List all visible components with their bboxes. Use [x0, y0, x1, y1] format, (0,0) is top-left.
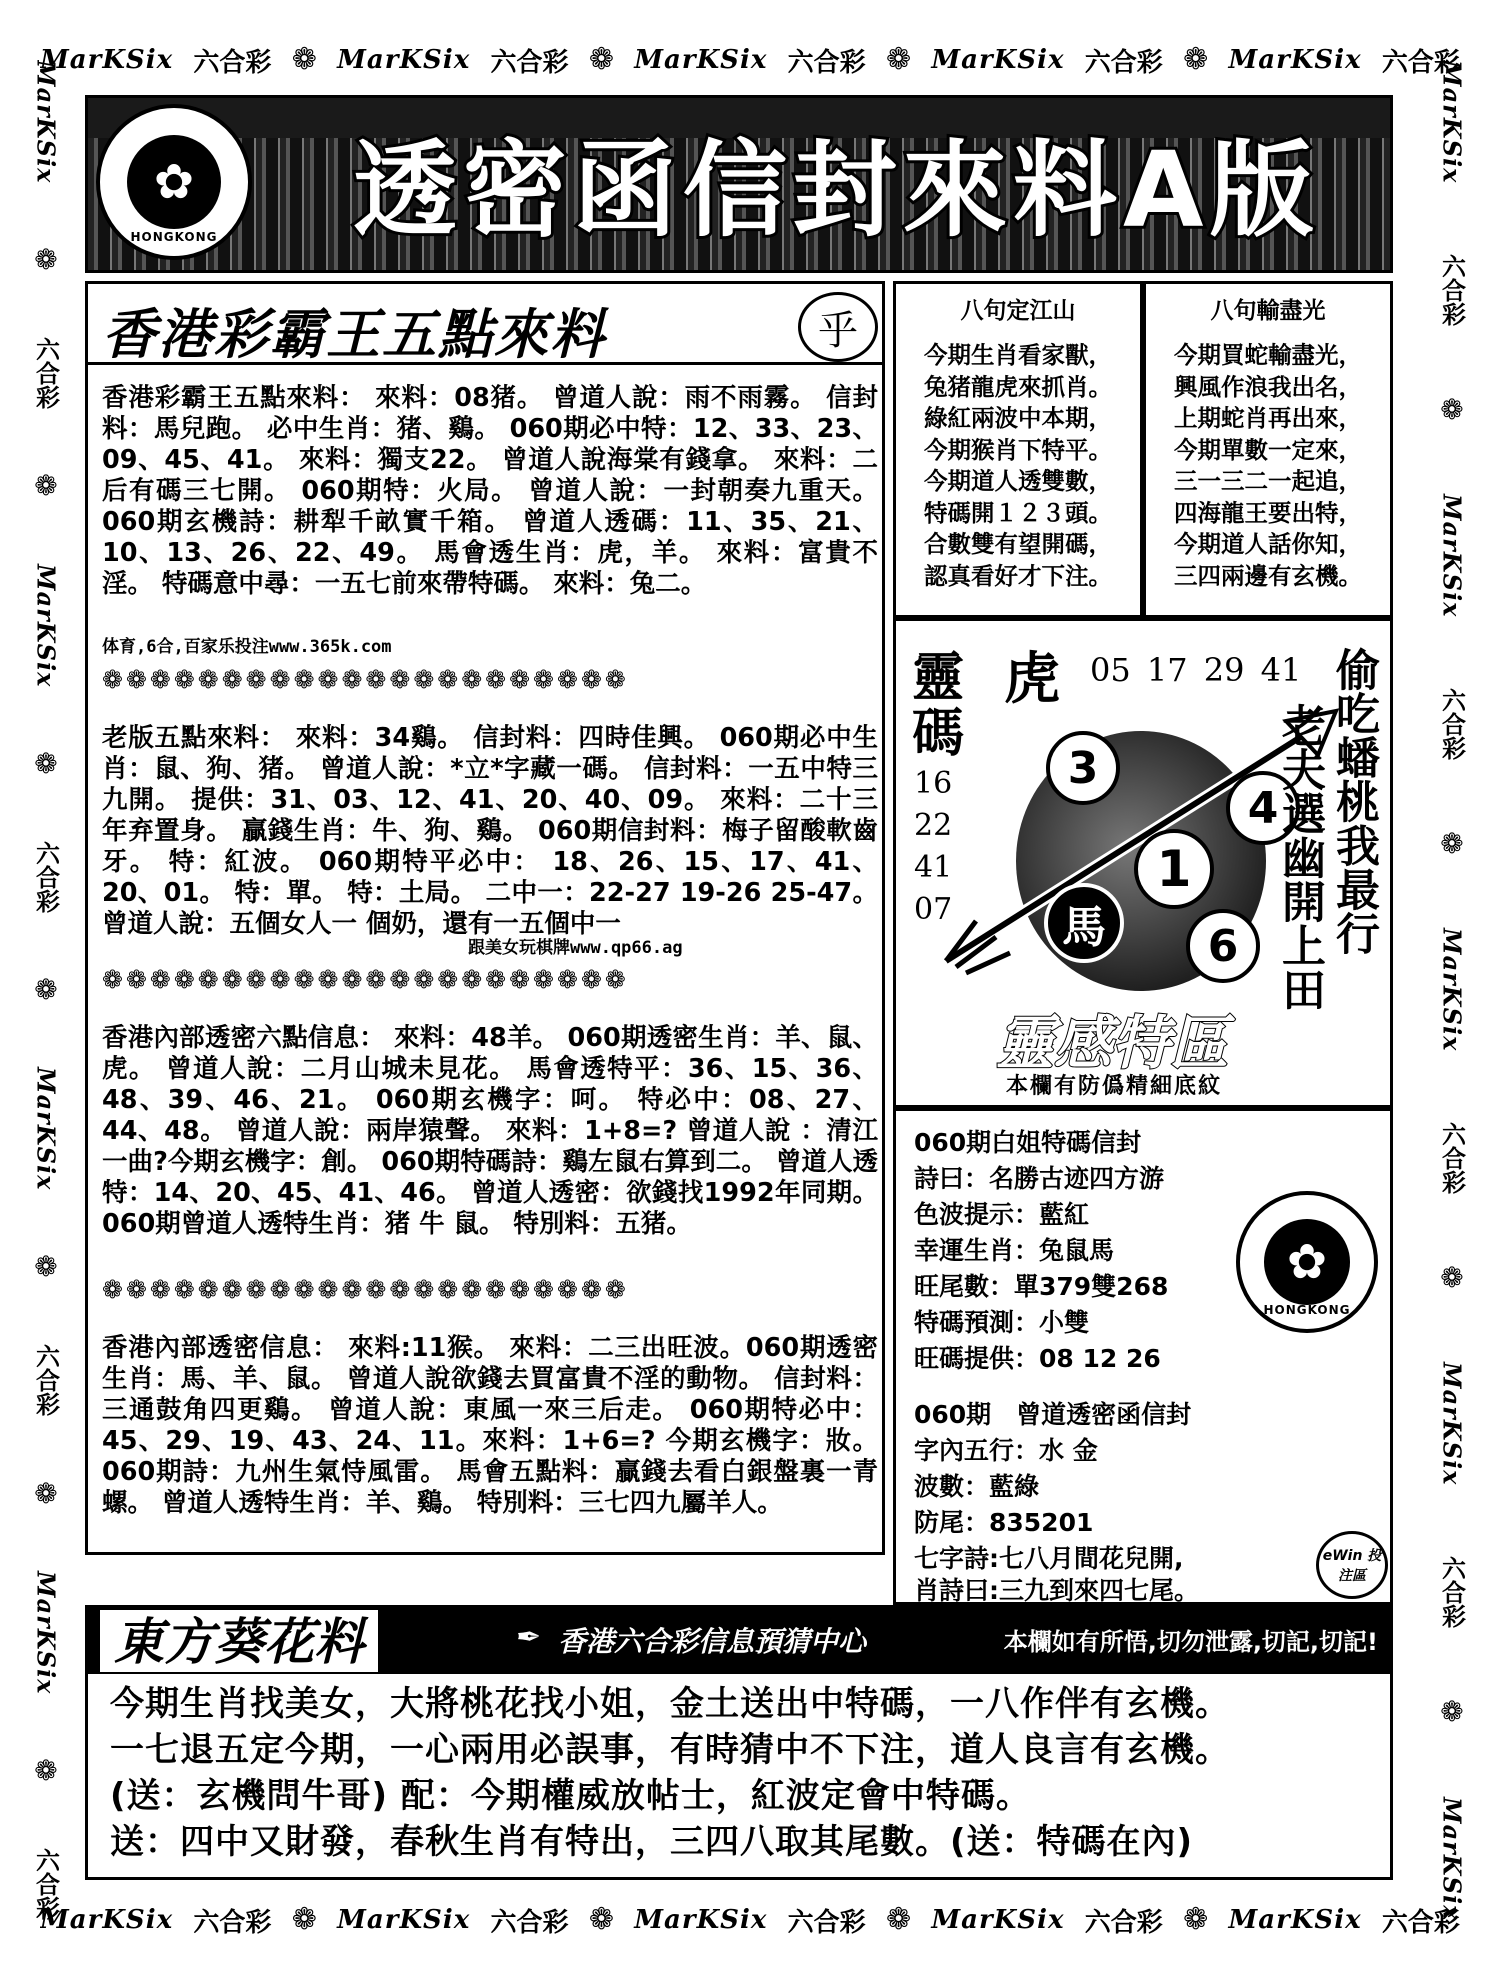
top-border: [40, 30, 1460, 90]
ws-title: 060期白姐特碼信封: [914, 1128, 1142, 1157]
brand-text: MarKSix: [40, 45, 174, 75]
area-title: 靈感特區: [996, 1009, 1229, 1077]
poem-line: 今期買蛇輸盡光，: [1174, 341, 1362, 369]
article-2: 老版五點來料： 來料：34鷄。 信封料：四時佳興。 060期必中生肖：鼠、狗、猪。 曾道人說：*立*字藏一碼。 信封料：一五中特三九開。 提供：31、03、12、41、20、40、09。 來料：二十三年弃置身。 贏錢生肖：牛、狗、鷄。 060期信封料：梅子留酸軟齒牙。 特：紅波。 060期特平必中： 18、26、15、17、41、20、01。 特：單。 特：土局。 二中一：22-27 19-26 25-47。 曾道人說：五個女人一 個奶，還有一五個中一: [102, 723, 878, 939]
brand-text: MarKSix: [931, 45, 1065, 75]
brand-cn-text: 六合彩: [1381, 47, 1460, 78]
flower-icon: ❁: [1183, 1902, 1209, 1937]
brand-cn-text: 六合彩: [1084, 47, 1163, 78]
bauhinia-icon: ✿: [1264, 1219, 1350, 1305]
poem-left-title: 八句定江山: [960, 298, 1076, 324]
poem-line: 上期蛇肖再出來，: [1174, 404, 1362, 432]
bottom-border: [40, 1890, 1460, 1950]
brand-text: MarKSix: [1437, 1362, 1467, 1486]
brand-cn-text: 六合彩: [490, 47, 569, 78]
poem-left-lines: [896, 340, 1140, 592]
poem-line: 今期單數一定來，: [1174, 435, 1362, 464]
poem-line: 三四兩邊有玄機。: [1174, 561, 1362, 590]
flower-icon: ❁: [885, 42, 912, 77]
white-sister-box: [893, 1108, 1393, 1605]
brand-cn-text: 六合彩: [31, 1848, 60, 1920]
ball-4: 4: [1226, 771, 1300, 845]
flower-icon: ❁: [34, 973, 58, 1006]
vertical-poem-1: 偷吃蟠桃我最行: [1328, 647, 1379, 955]
poem-right-lines: [1146, 340, 1390, 592]
ad-link-1[interactable]: 体育,6合,百家乐投注www.365k.com: [102, 637, 392, 657]
brand-cn-text: 六合彩: [787, 47, 866, 78]
tiger-char: 虎: [1004, 647, 1060, 712]
pen-icon: ✒: [516, 1620, 542, 1655]
brand-text: MarKSix: [1437, 928, 1467, 1052]
ws-numbers: 旺碼提供：08 12 26: [914, 1344, 1161, 1373]
vertical-poem-2: 老夫選幽開上田: [1274, 703, 1325, 1011]
flower-icon: ❁: [291, 1902, 317, 1937]
poem-right-title: 八句輸盡光: [1210, 298, 1326, 324]
article-1: 香港彩霸王五點來料： 來料：08猪。 曾道人說：雨不雨霧。 信封料：馬兒跑。 必中生肖：猪、鷄。 060期必中特：12、33、23、09、45、41。 來料：獨支22。 曾道人說海棠有錢拿。 來料：二后有碼三七開。 060期特：火局。 曾道人說：一封朝奏九重天。 060期玄機詩：耕犁千畝實千箱。 曾道人透碼：11、35、21、10、13、26、22、49。 馬會透生肖：虎，羊。 來料：富貴不淫。 特碼意中尋：一五七前來帶特碼。 來料：兔二。: [102, 383, 878, 599]
flower-icon: ❁: [34, 469, 58, 503]
left-content: [85, 365, 885, 1555]
zeng-title: 060期 曾道透密函信封: [914, 1400, 1192, 1429]
zeng-wave: 波數：藍綠: [914, 1472, 1040, 1501]
poem-line: 興風作浪我出名，: [1174, 372, 1362, 401]
right-border: [1422, 60, 1482, 1920]
ws-tails: 旺尾數：單379雙268: [914, 1272, 1169, 1301]
brand-cn-text: 六合彩: [1437, 253, 1466, 326]
bottom-line: 一七退五定今期，一心兩用必誤事，有時猜中不下注，道人良言有玄機。: [110, 1730, 1230, 1770]
brand-cn-text: 六合彩: [1437, 1556, 1466, 1629]
flower-icon: ❁: [588, 42, 614, 77]
ball-3: 3: [1046, 731, 1120, 805]
page-title: 透密函信封來料A版: [353, 129, 1320, 251]
bottom-line: (送：玄機問牛哥) 配：今期權威放帖士，紅波定會中特碼。: [110, 1776, 1031, 1816]
flower-icon: ❁: [1440, 392, 1464, 426]
brand-text: MarKSix: [1437, 1796, 1467, 1920]
poem-line: 今期道人話你知，: [1174, 530, 1362, 558]
footnote: 本欄有防僞精細底紋: [1006, 1074, 1223, 1099]
header-banner: [85, 95, 1393, 273]
brand-text: MarKSix: [31, 60, 61, 184]
ws-lucky: 幸運生肖：兔鼠馬: [914, 1236, 1115, 1265]
ad-link-2[interactable]: 跟美女玩棋牌www.qp66.ag: [468, 938, 683, 958]
brand-cn-text: 六合彩: [193, 1907, 272, 1938]
brand-cn-text: 六合彩: [31, 840, 60, 913]
flower-icon: ❁: [1440, 827, 1464, 861]
zeng-poem7: 七字詩:七八月間花兒開,: [914, 1544, 1184, 1573]
flower-icon: ❁: [34, 746, 58, 780]
ws-color: 色波提示：藍紅: [914, 1200, 1090, 1229]
article-3: 香港內部透密六點信息： 來料：48羊。 060期透密生肖：羊、鼠、虎。 曾道人說：二月山城未見花。 馬會透特平：36、15、36、48、39、46、21。 060期玄機字：呵。 特必中：08、27、44、48。 曾道人說：兩岸猿聲。 來料：1+8=? 曾道人說 ：清江一曲?今期玄機字：創。 060期特碼詩：鷄左鼠右算到二。 曾道人透特：14、20、45、41、46。 曾道人透密：欲錢找1992年同期。 060期曾道人透特生肖：猪 牛 鼠。 特別料：五猪。: [102, 1023, 878, 1239]
brand-text: MarKSix: [40, 1905, 174, 1935]
number: 07: [914, 892, 953, 927]
ewin-logo-icon: eWin 投注區: [1316, 1531, 1388, 1599]
bottom-note: 本欄如有所悟,切勿泄露,切記,切記!: [1003, 1628, 1378, 1656]
poem-line: 三一三二一起追，: [1174, 467, 1362, 495]
brand-text: MarKSix: [337, 1905, 471, 1935]
flower-icon: ❁: [1440, 1261, 1464, 1295]
article-4: 香港內部透密信息： 來料:11猴。 來料：二三出旺波。060期透密生肖：馬、羊、鼠。 曾道人說欲錢去買富貴不淫的動物。 信封料：三通鼓角四更鷄。 曾道人說：東風一來三后走。 060期特必中：45、29、19、43、24、11。來料：1+6=? 今期玄機字：妝。 060期詩：九州生氣恃風雷。 馬會五點料：贏錢去看白銀盤裏一青螺。 曾道人透特生肖：羊、鷄。 特別料：三七四九屬羊人。: [102, 1333, 878, 1518]
number: 22: [914, 808, 953, 843]
ma-char: 碼: [912, 704, 965, 764]
brand-text: MarKSix: [337, 45, 471, 75]
flower-icon: ❁: [34, 1250, 58, 1284]
poem-line: 今期道人透雙數，: [924, 467, 1112, 495]
brand-text: MarKSix: [634, 1905, 768, 1935]
section-title-bar: [85, 281, 885, 365]
brand-cn-text: 六合彩: [193, 47, 272, 78]
brand-text: MarKSix: [931, 1905, 1065, 1935]
ws-predict: 特碼預測：小雙: [914, 1308, 1090, 1337]
poem-line: 綠紅兩波中本期，: [924, 404, 1112, 432]
brand-cn-text: 六合彩: [31, 337, 60, 410]
brand-text: MarKSix: [31, 563, 61, 687]
hk-emblem-icon: [96, 104, 252, 260]
brand-text: MarKSix: [1437, 494, 1467, 618]
emblem-text: HONGKONG: [1263, 1303, 1351, 1317]
poem-line: 今期猴肖下特平。: [924, 435, 1112, 464]
poem-line: 今期生肖看家獸，: [924, 341, 1112, 369]
flower-icon: ❁: [34, 1753, 58, 1787]
flower-icon: ❁: [1440, 1695, 1464, 1729]
ball-6: 6: [1186, 909, 1260, 983]
brand-text: MarKSix: [1228, 1905, 1362, 1935]
number: 41: [914, 850, 953, 885]
brand-text: MarKSix: [1437, 60, 1467, 184]
ws-poem: 詩曰：名勝古迹四方游: [914, 1164, 1165, 1193]
brand-text: MarKSix: [1228, 45, 1362, 75]
brand-cn-text: 六合彩: [787, 1907, 866, 1938]
flower-divider: ❁❁❁❁❁❁❁❁❁❁❁❁❁❁❁❁❁❁❁❁❁❁: [102, 665, 629, 694]
bottom-line: 送：四中又財發，春秋生肖有特出，三四八取其尾數。(送：特碼在內): [110, 1822, 1194, 1862]
flower-icon: ❁: [588, 1902, 614, 1937]
poem-line: 合數雙有望開碼，: [924, 530, 1112, 558]
brand-cn-text: 六合彩: [31, 1344, 60, 1417]
emblem-text: HONGKONG: [130, 230, 218, 244]
brand-cn-text: 六合彩: [490, 1907, 569, 1938]
bottom-subtitle: 香港六合彩信息預猜中心: [558, 1625, 867, 1658]
flower-icon: ❁: [34, 1476, 58, 1510]
flower-icon: ❁: [34, 243, 58, 277]
bottom-line: 今期生肖找美女，大將桃花找小姐，金土送出中特碼，一八作伴有玄機。: [110, 1684, 1230, 1724]
flower-icon: ❁: [291, 42, 317, 77]
left-border: [16, 60, 76, 1920]
zeng-zodiac-poem: 肖詩曰:三九到來四七尾。: [914, 1576, 1199, 1605]
flower-divider: ❁❁❁❁❁❁❁❁❁❁❁❁❁❁❁❁❁❁❁❁❁❁: [102, 965, 629, 994]
fish-logo-icon: 乎: [798, 292, 878, 362]
poem-line: 四海龍王要出特，: [1174, 498, 1362, 527]
lucky-graphic: [893, 618, 1393, 1108]
flower-icon: ❁: [885, 1902, 912, 1937]
bottom-header: [88, 1608, 1390, 1674]
poem-line: 認真看好才下注。: [924, 561, 1112, 590]
number: 16: [914, 766, 953, 801]
brand-text: MarKSix: [31, 1067, 61, 1191]
ball-1: 1: [1134, 829, 1214, 909]
poem-line: 特碼開１２３頭。: [924, 498, 1112, 527]
brand-cn-text: 六合彩: [1381, 1907, 1460, 1938]
brand-cn-text: 六合彩: [1437, 687, 1466, 760]
brand-text: MarKSix: [634, 45, 768, 75]
flower-icon: ❁: [1183, 42, 1209, 77]
horse-ball: 馬: [1044, 883, 1124, 963]
poem-box-left: [893, 281, 1143, 618]
zeng-elements: 字內五行：水 金: [914, 1436, 1098, 1465]
poem-line: 兔猪龍虎來抓肖。: [924, 372, 1112, 401]
zeng-fang: 防尾：835201: [914, 1508, 1094, 1537]
brand-cn-text: 六合彩: [1084, 1907, 1163, 1938]
poem-box-right: [1143, 281, 1393, 618]
section-title: 香港彩霸王五點來料: [102, 303, 606, 366]
tiger-numbers: 05 17 29 41: [1090, 651, 1302, 689]
flower-divider: ❁❁❁❁❁❁❁❁❁❁❁❁❁❁❁❁❁❁❁❁❁❁: [102, 1275, 629, 1304]
hk-emblem-icon: [1236, 1191, 1378, 1333]
bottom-section: [85, 1605, 1393, 1880]
brand-cn-text: 六合彩: [1437, 1121, 1466, 1194]
bottom-title: 東方葵花料: [98, 1608, 380, 1674]
ling-char: 靈: [912, 648, 965, 708]
brand-text: MarKSix: [31, 1570, 61, 1694]
bauhinia-icon: ✿: [127, 135, 222, 230]
